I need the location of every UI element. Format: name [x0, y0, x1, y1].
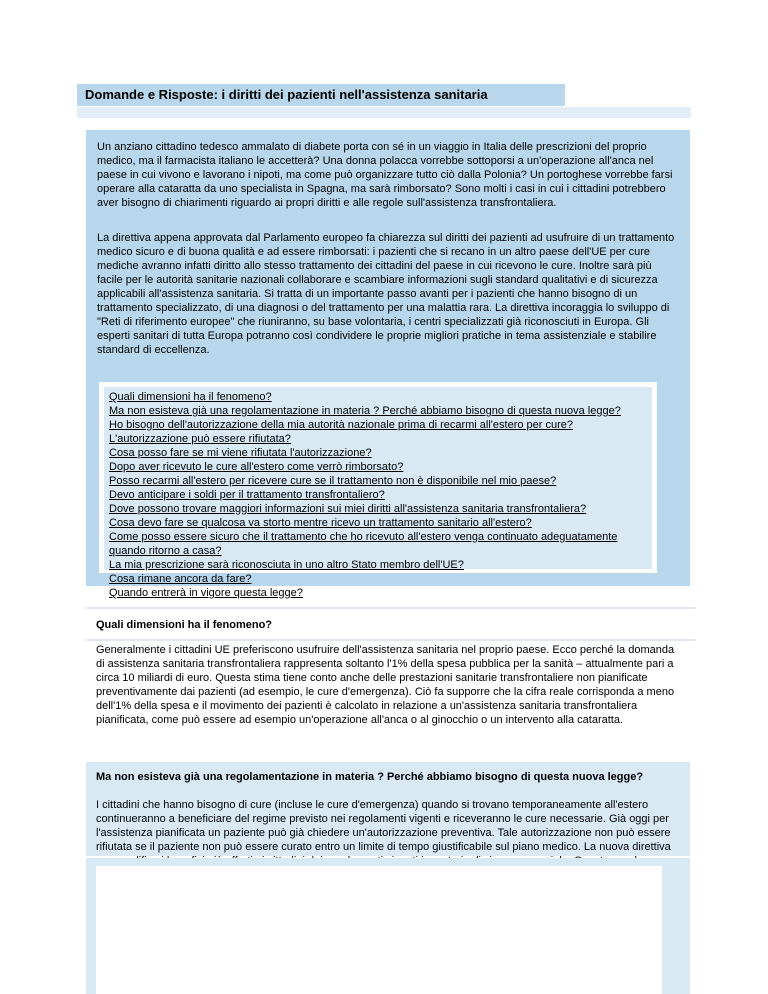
- toc-link[interactable]: Posso recarmi all'estero per ricevere cure se il trattamento non è disponibile nel mio paese?: [109, 475, 557, 487]
- toc-link[interactable]: Quando entrerà in vigore questa legge?: [109, 587, 303, 599]
- toc-link[interactable]: Dove possono trovare maggiori informazioni sui miei diritti all'assistenza sanitaria transfrontaliera?: [109, 503, 587, 515]
- toc-link[interactable]: Dopo aver ricevuto le cure all'estero come verrò rimborsato?: [109, 461, 404, 473]
- title-bar: [77, 84, 565, 106]
- section-divider: [86, 639, 696, 641]
- section-body: I cittadini che hanno bisogno di cure (incluse le cure d'emergenza) quando si trovano temporaneamente all'estero continueranno a beneficiare del regime previsto nei regolamenti vigenti e riceveranno le cure necessarie. Già oggi per l'assistenza pianificata un paziente può già chiedere un'autorizzazione preventiva. Tale autorizzazione non può essere rifiutata se il paziente non può essere curato entro un limite di tempo giustificabile sul piano medico. La nuova direttiva: [96, 799, 671, 853]
- section-body: Generalmente i cittadini UE preferiscono usufruire dell'assistenza sanitaria nel proprio paese. Ecco perché la domanda di assistenza sanitaria transfrontaliera rappresenta soltanto l'1% della spesa pubblica per la sanità – attualmente pari a circa 10 miliardi di euro. Questa stima tiene conto anche delle prestazioni sanitarie transfrontaliere non pianificate preventivamente dai pazienti (ad esempio, le cure d'emergenza). Ciò fa supporre che la cifra reale corrisponda a meno dell'1% della spesa e il movimento dei pazienti è calcolato in relazione a un'assistenza sanitaria transfrontaliera pianificata, come può essere ad esempio un'operazione all'anca o al ginocchio o un intervento alla cataratta.: [96, 644, 675, 726]
- toc-link[interactable]: Cosa devo fare se qualcosa va storto mentre ricevo un trattamento sanitario all'estero?: [109, 517, 532, 529]
- toc-link[interactable]: Ma non esisteva già una regolamentazione in materia ? Perché abbiamo bisogno di questa nuova legge?: [109, 405, 621, 417]
- intro-paragraph-2: La direttiva appena approvata dal Parlamento europeo fa chiarezza sul diritti dei pazienti ad usufruire di un trattamento medico sicuro e di buona qualità e ad essere rimborsati: i pazienti che si recano in un altro paese dell'UE per cure mediche avranno infatti diritto allo stesso trattamento dei cittadini del paese in cui ricevono le cure. Inoltre sarà più facile per le autorità sanitarie nazionali collaborare e scambiare informazioni sugli standard qualitativi e di sicurezza applicabili all'assistenza sanitaria. Si tratta di un importante passo avanti per i pazienti che hanno bisogno di un trattamento specializzato, di una diagnosi o del trattamento per una malattia rara. La direttiva incoraggia lo sviluppo di "Reti di riferimento europee" che riuniranno, su base volontaria, i centri specializzati già riconosciuti in Europa. Gli esperti sanitari di tutta Europa potranno così condividere le proprie migliori pratiche in tema assistenziale e stabilire standard di eccellenza.: [97, 232, 675, 356]
- toc-link[interactable]: L'autorizzazione può essere rifiutata?: [109, 433, 291, 445]
- page-title: Domande e Risposte: i diritti dei pazienti nell'assistenza sanitaria: [85, 87, 488, 102]
- toc-link[interactable]: Ho bisogno dell'autorizzazione della mia autorità nazionale prima di recarmi all'estero per cure?: [109, 419, 573, 431]
- table-of-contents: [99, 382, 657, 599]
- toc-link[interactable]: Come posso essere sicuro che il trattamento che ho ricevuto all'estero venga continuato adeguatamente quando ritorno a casa?: [109, 531, 618, 557]
- toc-link[interactable]: Cosa rimane ancora da fare?: [109, 573, 252, 585]
- intro-paragraph-1: Un anziano cittadino tedesco ammalato di diabete porta con sé in un viaggio in Italia delle prescrizioni del proprio medico, ma il farmacista italiano le accetterà? Una donna polacca vorrebbe sottoporsi a un'operazione all'anca nel paese in cui vivono e lavorano i nipoti, ma come può organizzare tutto ciò dalla Polonia? Un portoghese vorrebbe farsi operare alla cataratta da uno specialista in Spagna, ma sarà rimborsato? Sono molti i casi in cui i cittadini potrebbero aver bisogno di chiarimenti riguardo ai propri diritti e alle regole sull'assistenza transfrontaliera.: [97, 141, 673, 209]
- header-divider: [77, 107, 691, 118]
- section-divider: [86, 607, 696, 609]
- toc-link[interactable]: Devo anticipare i soldi per il trattamento transfrontaliero?: [109, 489, 385, 501]
- toc-link[interactable]: Cosa posso fare se mi viene rifiutata l'autorizzazione?: [109, 447, 372, 459]
- section-title: Ma non esisteva già una regolamentazione in materia ? Perché abbiamo bisogno di questa nuova legge?: [96, 771, 644, 783]
- section-title: Quali dimensioni ha il fenomeno?: [96, 619, 273, 631]
- toc-list: [104, 387, 652, 599]
- section-2-box: [86, 762, 690, 856]
- section-3-box: [86, 858, 690, 994]
- toc-link[interactable]: Quali dimensioni ha il fenomeno?: [109, 391, 272, 403]
- toc-link[interactable]: La mia prescrizione sarà riconosciuta in uno altro Stato membro dell'UE?: [109, 559, 464, 571]
- section-3-content: [96, 866, 662, 994]
